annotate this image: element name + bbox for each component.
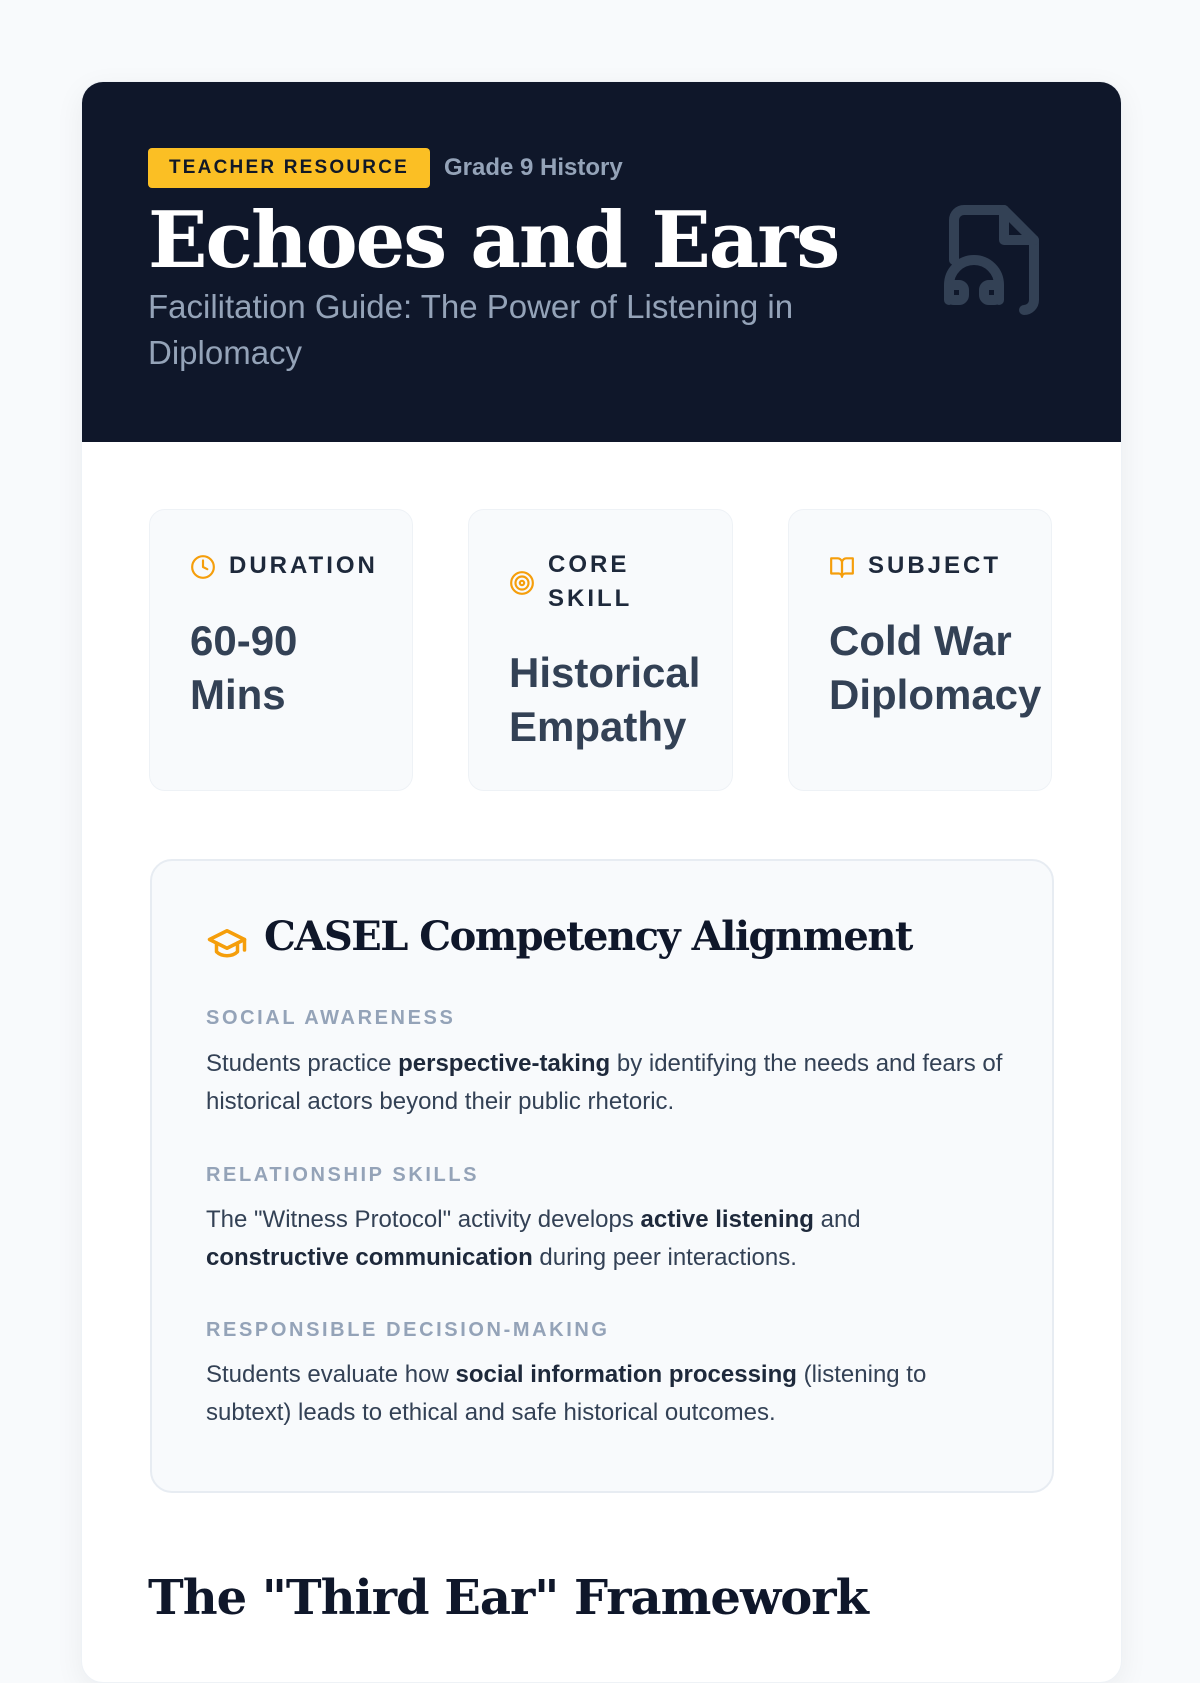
stat-label: DURATION	[229, 552, 378, 579]
teacher-resource-badge: TEACHER RESOURCE	[148, 148, 430, 188]
file-headphones-icon	[934, 200, 1054, 320]
header-banner	[82, 82, 1121, 442]
stat-value: 60-90 Mins	[190, 617, 298, 718]
section-text: The "Witness Protocol" activity develops active listening and constructive communication during peer interactions.	[206, 1206, 861, 1271]
section-label: RELATIONSHIP SKILLS	[206, 1164, 480, 1186]
page-subtitle: Facilitation Guide: The Power of Listening in Diplomacy	[148, 288, 794, 371]
stat-card-duration	[149, 509, 413, 791]
section-text: Students practice perspective-taking by identifying the needs and fears of historical actors beyond their public rhetoric.	[206, 1050, 1003, 1115]
stat-label: CORE SKILL	[548, 551, 633, 612]
grade-label: Grade 9 History	[444, 154, 623, 181]
section-label: SOCIAL AWARENESS	[206, 1007, 456, 1029]
clock-icon	[190, 554, 216, 580]
section-heading: The "Third Ear" Framework	[148, 1570, 868, 1626]
stat-card-core-skill	[468, 509, 733, 791]
target-icon	[509, 570, 535, 596]
stat-value: Cold War Diplomacy	[829, 617, 1042, 718]
section-label: RESPONSIBLE DECISION-MAKING	[206, 1319, 610, 1341]
casel-alignment-panel	[150, 859, 1054, 1493]
section-text: Students evaluate how social information processing (listening to subtext) leads to ethical and safe historical outcomes.	[206, 1361, 927, 1426]
page-title: Echoes and Ears	[148, 195, 839, 286]
stat-card-subject	[788, 509, 1052, 791]
stat-label: SUBJECT	[868, 552, 1002, 579]
resource-card	[81, 81, 1122, 1683]
stat-value: Historical Empathy	[509, 649, 701, 750]
book-open-icon	[829, 554, 855, 580]
graduation-cap-icon	[206, 922, 248, 964]
casel-title: CASEL Competency Alignment	[264, 913, 912, 960]
